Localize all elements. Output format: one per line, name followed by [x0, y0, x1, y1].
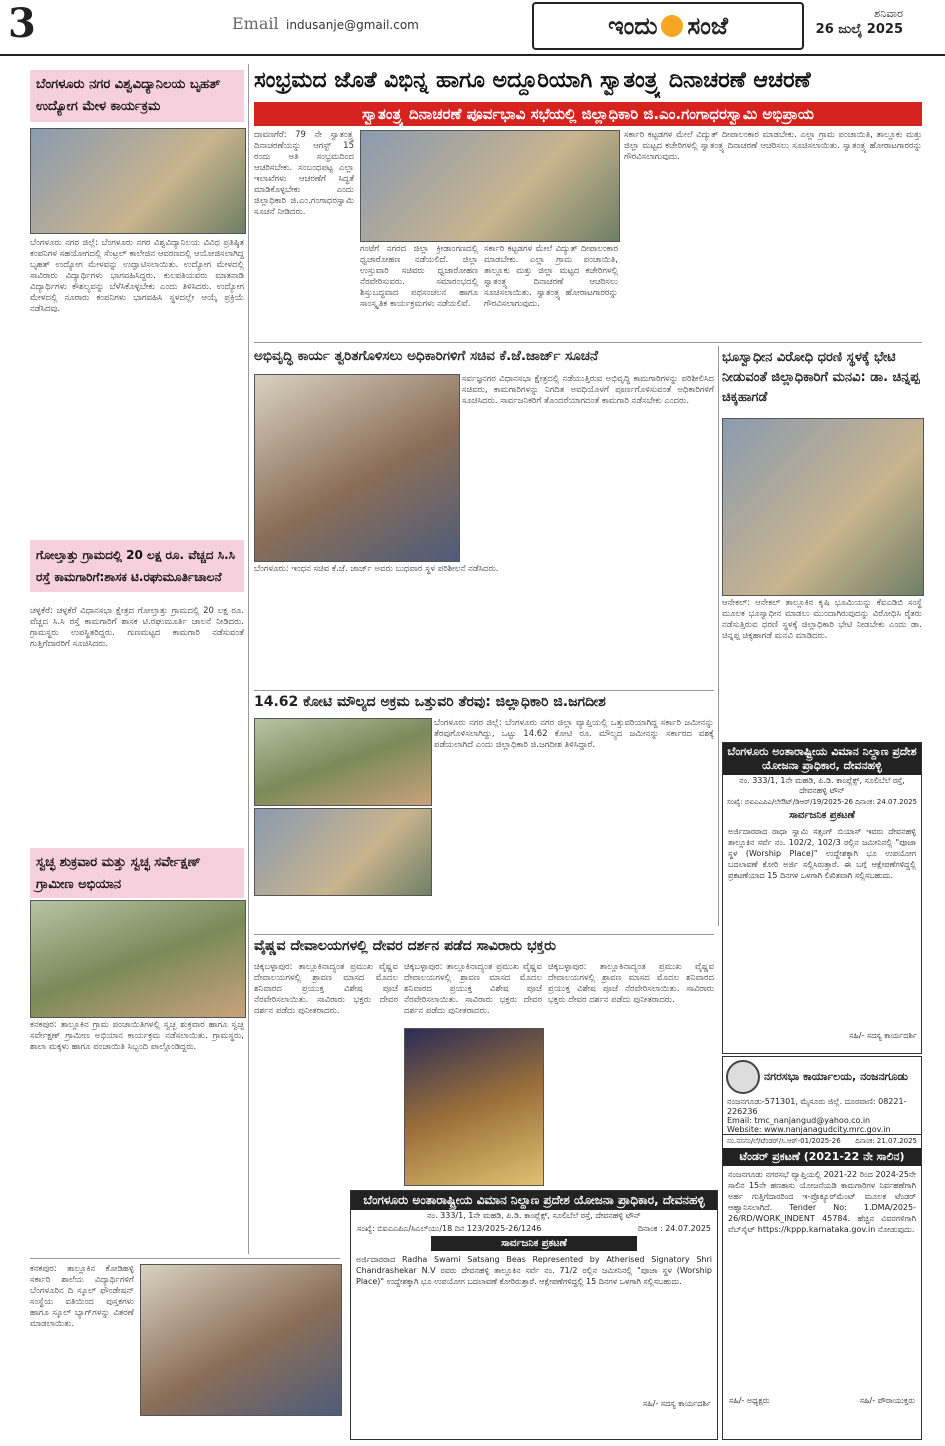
divider — [254, 934, 714, 935]
story-dharani-body: ಆನೇಕಲ್: ಆನೇಕಲ್ ತಾಲ್ಲೂಕಿನ ಕೃಷಿ ಭೂಮಿಯನ್ನು ಕೆಐಎಡಿಬಿ ಸಂಸ್ಥೆ ಮೂಲಕ ಭೂಸ್ವಾಧೀನ ಮಾಡಲು ಮುಂದಾಗಿರುವುದನ್ನು ವಿರೋಧಿಸಿ ರೈತರು ನಡೆಸುತ್ತಿರುವ ಧರಣಿ ಸ್ಥಳಕ್ಕೆ ಜಿಲ್ಲಾಧಿಕಾರಿ ಭೇಟಿ ನೀಡಬೇಕು ಎಂದು ಡಾ. ಚಿನ್ನಪ್ಪ ಚಿಕ್ಕಹಾಗಡೆ ಮನವಿ ಮಾಡಿದರು. — [722, 598, 922, 641]
story-jobfair-headline: ಬೆಂಗಳೂರು ನಗರ ವಿಶ್ವವಿದ್ಯಾನಿಲಯ ಬೃಹತ್ ಉದ್ಯೋಗ ಮೇಳ ಕಾರ್ಯಕ್ರಮ — [30, 70, 244, 122]
email-address[interactable]: indusanje@gmail.com — [286, 18, 419, 32]
story-encroach-headline: 14.62 ಕೋಟಿ ಮೌಲ್ಯದ ಅಕ್ರಮ ಒತ್ತುವರಿ ತೆರವು: ಜಿಲ್ಲಾಧಿಕಾರಿ ಜಿ.ಜಗದೀಶ — [254, 694, 606, 710]
divider — [254, 342, 922, 343]
swachh-photo — [30, 900, 246, 1018]
day-label: ಶನಿವಾರ — [874, 7, 903, 20]
jobfair-photo — [30, 128, 246, 234]
notice-2-refline — [351, 1222, 717, 1236]
story-george-caption: ಬೆಂಗಳೂರು: ಇಂಧನ ಸಚಿವ ಕೆ.ಜೆ. ಜಾರ್ಜ್ ಅವರು ಬುಧವಾರ ಸ್ಥಳ ಪರಿಶೀಲನೆ ನಡೆಸಿದರು. — [254, 564, 499, 574]
column-divider — [248, 64, 249, 1254]
divider — [254, 690, 714, 691]
tmc-sign-commissioner: ಸಹಿ/- ಪೌರಾಯುಕ್ತರು — [859, 1396, 915, 1405]
dateline — [816, 6, 903, 38]
main-subhead: ಸ್ವಾತಂತ್ರ್ಯ ದಿನಾಚರಣೆ ಪೂರ್ವಭಾವಿ ಸಭೆಯಲ್ಲಿ ಜಿಲ್ಲಾಧಿಕಾರಿ ಜಿ.ಎಂ.ಗಂಗಾಧರಸ್ವಾಮಿ ಅಭಿಪ್ರಾಯ — [254, 102, 922, 126]
encroach-photo-2 — [254, 808, 432, 896]
notice-2-date: ದಿನಾಂಕ : 24.07.2025 — [637, 1224, 711, 1233]
story-swachh-headline: ಸ್ವಚ್ಛ ಶುಕ್ರವಾರ ಮತ್ತು ಸ್ವಚ್ಛ ಸರ್ವೇಕ್ಷಣ್ ಗ್ರಾಮೀಣ ಅಭಿಯಾನ — [30, 848, 244, 898]
date-label: 26 ಜುಲೈ 2025 — [815, 22, 903, 37]
george-photo — [254, 374, 460, 562]
notice-airport-authority-2 — [350, 1190, 718, 1440]
notice-2-body: ಅರ್ಜಿದಾರರಾದ Radha Swami Satsang Beas Represented by Atherised Signatory Shri Chandrashekar N.V ರವರು ದೇವನಹಳ್ಳಿ ತಾಲ್ಲೂಕಿನ ಸರ್ವೆ ನಂ. 71/2 ರಲ್ಲಿನ ಜಮೀನಿನಲ್ಲಿ "ಪೂಜಾ ಸ್ಥಳ (Worship Place)" ಉದ್ದೇಶಕ್ಕಾಗಿ ಭೂ ಉಪಯೋಗ ಬದಲಾವಣೆ ಕೋರಿರುತ್ತಾರೆ. ಆಕ್ಷೇಪಣೆಗಳಿದ್ದಲ್ಲಿ 15 ದಿನಗಳ ಒಳಗಾಗಿ ಸಲ್ಲಿಸಬಹುದು. — [356, 1255, 712, 1286]
story-george-body: ಸರ್ವಜ್ಞನಗರ ವಿಧಾನಸಭಾ ಕ್ಷೇತ್ರದಲ್ಲಿ ನಡೆಯುತ್ತಿರುವ ಅಭಿವೃದ್ಧಿ ಕಾಮಗಾರಿಗಳನ್ನು ಪರಿಶೀಲಿಸಿದ ಸಚಿವರು, ಕಾಮಗಾರಿಗಳನ್ನು ನಿಗದಿತ ಅವಧಿಯೊಳಗೆ ಪೂರ್ಣಗೊಳಿಸುವಂತೆ ಅಧಿಕಾರಿಗಳಿಗೆ ಸೂಚಿಸಿದರು. ಸಾರ್ವಜನಿಕರಿಗೆ ತೊಂದರೆಯಾಗದಂತೆ ಕಾಮಗಾರಿ ನಡೆಸಬೇಕು ಎಂದರು. — [462, 374, 714, 406]
tmc-ref: ನಂ.ನಸನಂ/ಲೆ/ಟೆಂಡರ್/ಸಿ.ಆರ್-01/2025-26 — [727, 1137, 841, 1145]
tmc-body: ನಂಜನಗೂಡು ನಗರಸಭೆ ವ್ಯಾಪ್ತಿಯಲ್ಲಿ 2021-22 ರಿಂದ 2024-25ನೇ ಸಾಲಿನ 15ನೇ ಹಣಕಾಸು ಯೋಜನೆಯಡಿ ಕಾಮಗಾರಿಗಳ ನಿರ್ವಹಣೆಗಾಗಿ ಅರ್ಹ ಗುತ್ತಿಗೆದಾರರಿಂದ ಇ-ಪ್ರೊಕ್ಯೂರ್‌ಮೆಂಟ್ ಮೂಲಕ ಟೆಂಡರ್ ಆಹ್ವಾನಿಸಲಾಗಿದೆ. Tender No: 1.DMA/2025-26/RD/WORK_INDENT 45784. ಹೆಚ್ಚಿನ ವಿವರಗಳಿಗಾಗಿ ವೆಬ್‌ಸೈಟ್ https://kppp.karnataka.gov.in ನೋಡುವುದು. — [728, 1170, 916, 1234]
header-rule — [0, 54, 945, 56]
tmc-heading: ಟೆಂಡರ್ ಪ್ರಕಟಣೆ (2021-22 ನೇ ಸಾಲಿನ) — [723, 1148, 921, 1166]
notice-airport-authority-1 — [722, 742, 922, 1054]
main-body-col2: ಗಂಟೆಗೆ ನಗರದ ಜಿಲ್ಲಾ ಕ್ರೀಡಾಂಗಣದಲ್ಲಿ ಧ್ವಜಾರೋಹಣ ನಡೆಯಲಿದೆ. ಜಿಲ್ಲಾ ಉಸ್ತುವಾರಿ ಸಚಿವರು ಧ್ವಜಾರೋಹಣ ನೆರವೇರಿಸುವರು. ಸಮಾರಂಭದಲ್ಲಿ ಶಿಸ್ತುಬದ್ಧವಾದ ಪಥಸಂಚಲನ ಹಾಗೂ ಸಾಂಸ್ಕೃತಿಕ ಕಾರ್ಯಕ್ರಮಗಳು ನಡೆಯಲಿವೆ. — [360, 244, 478, 309]
masthead-right: ಸಂಜೆ — [687, 12, 728, 40]
notice-1-body: ಅರ್ಜಿದಾರರಾದ ರಾಧಾ ಸ್ವಾಮಿ ಸತ್ಸಂಗ್ ಬಿಯಾಸ್ ಇವರು ದೇವನಹಳ್ಳಿ ತಾಲ್ಲೂಕಿನ ಸರ್ವೆ ನಂ. 102/2, 102/3 ರಲ್ಲಿನ ಜಮೀನಿನಲ್ಲಿ "ಪೂಜಾ ಸ್ಥಳ (Worship Place)" ಉದ್ದೇಶಕ್ಕಾಗಿ ಭೂ ಉಪಯೋಗ ಬದಲಾವಣೆ ಕೋರಿ ಅರ್ಜಿ ಸಲ್ಲಿಸಿರುತ್ತಾರೆ. ಈ ಬಗ್ಗೆ ಆಕ್ಷೇಪಣೆಗಳಿದ್ದಲ್ಲಿ ಪ್ರಕಟಣೆಯಾದ 15 ದಿನಗಳ ಒಳಗಾಗಿ ಲಿಖಿತವಾಗಿ ಸಲ್ಲಿಸಬಹುದು. — [728, 827, 916, 880]
story-jobfair-body: ಬೆಂಗಳೂರು ನಗರ ಜಿಲ್ಲೆ: ಬೆಂಗಳೂರು ನಗರ ವಿಶ್ವವಿದ್ಯಾನಿಲಯ ವಿವಿಧ ಪ್ರತಿಷ್ಠಿತ ಕಂಪನಿಗಳ ಸಹಯೋಗದಲ್ಲಿ ಸೆಂಟ್ರಲ್ ಕಾಲೇಜಿನ ಆವರಣದಲ್ಲಿ ಆಯೋಜಿಸಲಾಗಿದ್ದ ಬೃಹತ್ ಉದ್ಯೋಗ ಮೇಳವನ್ನು ಉದ್ಘಾಟಿಸಲಾಯಿತು. ಉದ್ಯೋಗ ಮೇಳದಲ್ಲಿ ಸಾವಿರಾರು ವಿದ್ಯಾರ್ಥಿಗಳು ಭಾಗವಹಿಸಿದ್ದರು. ಕುಲಪತಿಯವರು ಮಾತನಾಡಿ ವಿದ್ಯಾರ್ಥಿಗಳು ಕೌಶಲ್ಯವನ್ನು ಬೆಳೆಸಿಕೊಳ್ಳಬೇಕು ಎಂದು ತಿಳಿಸಿದರು. ಉದ್ಯೋಗ ಮೇಳದಲ್ಲಿ ನೂರಾರು ಕಂಪನಿಗಳು ಭಾಗವಹಿಸಿ ಸ್ಥಳದಲ್ಲೇ ಆಯ್ಕೆ ಪ್ರಕ್ರಿಯೆ ನಡೆಸಿದವು. — [30, 238, 244, 314]
story-temple-body-3: ಚಿಕ್ಕಬಳ್ಳಾಪುರ: ತಾಲ್ಲೂಕಿನಾದ್ಯಂತ ಪ್ರಮುಖ ವೈಷ್ಣವ ದೇವಾಲಯಗಳಲ್ಲಿ ಶ್ರಾವಣ ಮಾಸದ ಮೊದಲ ಶನಿವಾರದ ಪ್ರಯುಕ್ತ ವಿಶೇಷ ಪೂಜೆ ನೆರವೇರಿಸಲಾಯಿತು. ಸಾವಿರಾರು ಭಕ್ತರು ದೇವರ ದರ್ಶನ ಪಡೆದು ಪುನೀತರಾದರು. — [548, 962, 714, 1005]
story-swachh-headline-box — [30, 848, 244, 898]
temple-photo — [404, 1028, 544, 1186]
notice-1-heading: ಸಾರ್ವಜನಿಕ ಪ್ರಕಟಣೆ — [789, 810, 855, 821]
main-headline: ಸಂಭ್ರಮದ ಜೊತೆ ವಿಭಿನ್ನ ಹಾಗೂ ಅದ್ದೂರಿಯಾಗಿ ಸ್ವಾತಂತ್ರ್ಯ ದಿನಾಚರಣೆ ಆಚರಣೆ — [254, 68, 811, 93]
divider — [30, 1258, 340, 1259]
notice-1-date: ದಿನಾಂಕ: 24.07.2025 — [855, 798, 917, 806]
notice-2-heading: ಸಾರ್ವಜನಿಕ ಪ್ರಕಟಣೆ — [431, 1236, 637, 1251]
notice-2-title: ಬೆಂಗಳೂರು ಅಂತಾರಾಷ್ಟ್ರೀಯ ವಿಮಾನ ನಿಲ್ದಾಣ ಪ್ರದೇಶ ಯೋಜನಾ ಪ್ರಾಧಿಕಾರ, ದೇವನಹಳ್ಳಿ — [351, 1191, 717, 1210]
tmc-title: ನಗರಸಭಾ ಕಾರ್ಯಾಲಯ, ನಂಜನಗೂಡು — [764, 1070, 909, 1083]
main-body-col4: ಸರ್ಕಾರಿ ಕಟ್ಟಡಗಳ ಮೇಲೆ ವಿದ್ಯುತ್ ದೀಪಾಲಂಕಾರ ಮಾಡಬೇಕು. ಎಲ್ಲಾ ಗ್ರಾಮ ಪಂಚಾಯಿತಿ, ತಾಲ್ಲೂಕು ಮತ್ತು ಜಿಲ್ಲಾ ಮಟ್ಟದ ಕಚೇರಿಗಳಲ್ಲಿ ಸ್ವಾತಂತ್ರ್ಯ ದಿನಾಚರಣೆ ಆಚರಿಸಲು ಸೂಚಿಸಲಾಯಿತು. ಸ್ವಾತಂತ್ರ್ಯ ಹೋರಾಟಗಾರರನ್ನು ಗೌರವಿಸಲಾಗುವುದು. — [624, 130, 922, 162]
masthead-logo — [532, 2, 804, 50]
story-road-headline-box — [30, 540, 244, 602]
story-road-body: ಚಳ್ಳಕೆರೆ: ಚಳ್ಳಕೆರೆ ವಿಧಾನಸಭಾ ಕ್ಷೇತ್ರದ ಗೋಲ್ತಾತ್ತು ಗ್ರಾಮದಲ್ಲಿ 20 ಲಕ್ಷ ರೂ. ವೆಚ್ಚದ ಸಿ.ಸಿ ರಸ್ತೆ ಕಾಮಗಾರಿಗೆ ಶಾಸಕ ಟಿ.ರಘುಮೂರ್ತಿ ಚಾಲನೆ ನೀಡಿದರು. ಗ್ರಾಮಸ್ಥರು ಉಪಸ್ಥಿತರಿದ್ದರು. ಗುಣಮಟ್ಟದ ಕಾಮಗಾರಿ ನಡೆಸುವಂತೆ ಗುತ್ತಿಗೆದಾರರಿಗೆ ಸೂಚಿಸಿದರು. — [30, 606, 244, 649]
notice-1-ref: ಸಂಖ್ಯೆ: ಬಿಐಎಎಪಿಎ/ಲೇಔಟ್/ಡಿಆರ್/19/2025-26 — [727, 798, 853, 806]
main-body-col1: ದಾವಣಗೆರೆ: 79 ನೇ ಸ್ವಾತಂತ್ರ್ಯ ದಿನಾಚರಣೆಯನ್ನು ಆಗಸ್ಟ್ 15 ರಂದು ಅತಿ ಸಂಭ್ರಮದಿಂದ ಆಚರಿಸಬೇಕು. ಸಂಬಂಧಪಟ್ಟ ಎಲ್ಲಾ ಇಲಾಖೆಗಳು ಆಚರಣೆಗೆ ಸಿದ್ಧತೆ ಮಾಡಿಕೊಳ್ಳಬೇಕು ಎಂದು ಜಿಲ್ಲಾಧಿಕಾರಿ ಜಿ.ಎಂ.ಗಂಗಾಧರಸ್ವಾಮಿ ಸೂಚನೆ ನೀಡಿದರು. — [254, 130, 354, 217]
story-swachh-body: ಕನಕಪುರ: ತಾಲ್ಲೂಕಿನ ಗ್ರಾಮ ಪಂಚಾಯಿತಿಗಳಲ್ಲಿ ಸ್ವಚ್ಛ ಶುಕ್ರವಾರ ಹಾಗೂ ಸ್ವಚ್ಛ ಸರ್ವೇಕ್ಷಣ್ ಗ್ರಾಮೀಣ ಅಭಿಯಾನ ಕಾರ್ಯಕ್ರಮ ನಡೆಸಲಾಯಿತು. ಗ್ರಾಮಸ್ಥರು, ಶಾಲಾ ಮಕ್ಕಳು ಹಾಗೂ ಪಂಚಾಯಿತಿ ಸಿಬ್ಬಂದಿ ಪಾಲ್ಗೊಂಡಿದ್ದರು. — [30, 1020, 244, 1052]
notice-1-refline — [723, 797, 921, 808]
books-photo — [140, 1264, 342, 1416]
tmc-date: ದಿನಾಂಕ: 21.07.2025 — [855, 1137, 917, 1145]
tmc-signatures — [723, 1394, 921, 1408]
emblem-icon — [726, 1060, 760, 1094]
notice-2-sign: ಸಹಿ/- ಸದಸ್ಯ ಕಾರ್ಯದರ್ಶಿ — [642, 1399, 711, 1408]
story-road-headline: ಗೋಲ್ತಾತ್ತು ಗ್ರಾಮದಲ್ಲಿ 20 ಲಕ್ಷ ರೂ. ವೆಚ್ಚದ ಸಿ.ಸಿ ರಸ್ತೆ ಕಾಮಗಾರಿಗೆ:ಶಾಸಕ ಟಿ.ರಘುಮೂರ್ತಿಚಾಲನೆ — [30, 540, 244, 592]
tmc-website[interactable]: Website: www.nanjanagudcity.mrc.gov.in — [727, 1125, 891, 1134]
column-divider — [718, 346, 719, 926]
story-books-body: ಕನಕಪುರ: ತಾಲ್ಲೂಕಿನ ಕೋಡಿಹಳ್ಳಿ ಸರ್ಕಾರಿ ಶಾಲೆಯ ವಿದ್ಯಾರ್ಥಿಗಳಿಗೆ ಬೆಂಗಳೂರಿನ ದಿ ಸ್ಕೂಲ್ ಫೌಂಡೇಷನ್ ಸಂಸ್ಥೆಯ ವತಿಯಿಂದ ಪುಸ್ತಕಗಳು ಹಾಗೂ ಸ್ಕೂಲ್ ಬ್ಯಾಗ್‌ಗಳನ್ನು ವಿತರಣೆ ಮಾಡಲಾಯಿತು. — [30, 1264, 134, 1329]
story-temple-body-1: ಚಿಕ್ಕಬಳ್ಳಾಪುರ: ತಾಲ್ಲೂಕಿನಾದ್ಯಂತ ಪ್ರಮುಖ ವೈಷ್ಣವ ದೇವಾಲಯಗಳಲ್ಲಿ ಶ್ರಾವಣ ಮಾಸದ ಮೊದಲ ಶನಿವಾರದ ಪ್ರಯುಕ್ತ ವಿಶೇಷ ಪೂಜೆ ನೆರವೇರಿಸಲಾಯಿತು. ಸಾವಿರಾರು ಭಕ್ತರು ದೇವರ ದರ್ಶನ ಪಡೆದು ಪುನೀತರಾದರು. — [254, 962, 398, 1016]
tmc-refline — [723, 1134, 921, 1148]
masthead-left: ಇಂದು — [608, 12, 658, 40]
meeting-photo — [360, 130, 620, 242]
notice-2-ref: ಸಂಖ್ಯೆ: ಬಿಐಎಎಪಿಎ/ಸಿಎಲ್‌ಯು/18 ದಿನ 123/2025-26/1246 — [357, 1224, 542, 1233]
notice-1-sign: ಸಹಿ/- ಸದಸ್ಯ ಕಾರ್ಯದರ್ಶಿ — [848, 1031, 917, 1040]
story-george-headline: ಅಭಿವೃದ್ಧಿ ಕಾರ್ಯ ತ್ವರಿತಗೊಳಿಸಲು ಅಧಿಕಾರಿಗಳಿಗೆ ಸಚಿವ ಕೆ.ಜೆ.ಜಾರ್ಜ್ ಸೂಚನೆ — [254, 348, 599, 364]
story-dharani-headline: ಭೂಸ್ವಾಧೀನ ವಿರೋಧಿ ಧರಣಿ ಸ್ಥಳಕ್ಕೆ ಭೇಟಿ ನೀಡುವಂತೆ ಜಿಲ್ಲಾಧಿಕಾರಿಗೆ ಮನವಿ: ಡಾ. ಚಿನ್ನಪ್ಪ ಚಿಕ್ಕಹಾಗಡೆ — [722, 350, 920, 405]
story-temple-body-2: ಚಿಕ್ಕಬಳ್ಳಾಪುರ: ತಾಲ್ಲೂಕಿನಾದ್ಯಂತ ಪ್ರಮುಖ ವೈಷ್ಣವ ದೇವಾಲಯಗಳಲ್ಲಿ ಶ್ರಾವಣ ಮಾಸದ ಮೊದಲ ಶನಿವಾರದ ಪ್ರಯುಕ್ತ ವಿಶೇಷ ಪೂಜೆ ನೆರವೇರಿಸಲಾಯಿತು. ಸಾವಿರಾರು ಭಕ್ತರು ದೇವರ ದರ್ಶನ ಪಡೆದು ಪುನೀತರಾದರು. — [404, 962, 542, 1016]
tmc-email[interactable]: Email: tmc_nanjangud@yahoo.co.in — [727, 1116, 871, 1125]
notice-2-address: ನಂ. 333/1, 1ನೇ ಮಹಡಿ, ಪಿ.ಡಿ. ಕಾಂಪ್ಲೆಕ್ಸ್, ಸೂಲಿಬೆಲೆ ರಸ್ತೆ, ದೇವನಹಳ್ಳಿ ಟೌನ್ — [427, 1211, 641, 1220]
tmc-address: ನಂಜನಗೂಡು-571301, ಮೈಸೂರು ಜಿಲ್ಲೆ. ದೂರವಾಣಿ: 08221-226236 — [727, 1097, 907, 1116]
page-number: 3 — [8, 0, 36, 47]
notice-1-address: ನಂ. 333/1, 1ನೇ ಮಹಡಿ, ಪಿ.ಡಿ. ಕಾಂಪ್ಲೆಕ್ಸ್, ಸೂಲಿಬೆಲೆ ರಸ್ತೆ, ದೇವನಹಳ್ಳಿ ಟೌನ್ — [739, 776, 905, 795]
story-jobfair-headline-box — [30, 70, 244, 126]
encroach-photo-1 — [254, 718, 432, 806]
story-encroach-body: ಬೆಂಗಳೂರು ನಗರ ಜಿಲ್ಲೆ: ಬೆಂಗಳೂರು ನಗರ ಜಿಲ್ಲಾ ವ್ಯಾಪ್ತಿಯಲ್ಲಿ ಒತ್ತುವರಿಯಾಗಿದ್ದ ಸರ್ಕಾರಿ ಜಮೀನನ್ನು ತೆರವುಗೊಳಿಸಲಾಗಿದ್ದು, ಒಟ್ಟು 14.62 ಕೋಟಿ ರೂ. ಮೌಲ್ಯದ ಜಮೀನನ್ನು ಸರ್ಕಾರದ ವಶಕ್ಕೆ ಪಡೆಯಲಾಗಿದೆ ಎಂದು ಜಿಲ್ಲಾಧಿಕಾರಿ ಜಿ.ಜಗದೀಶ ತಿಳಿಸಿದ್ದಾರೆ. — [434, 718, 714, 750]
notice-nanjangud-tmc — [722, 1056, 922, 1440]
tmc-sign-president: ಸಹಿ/- ಅಧ್ಯಕ್ಷರು — [729, 1396, 770, 1405]
main-body-col3: ಸರ್ಕಾರಿ ಕಟ್ಟಡಗಳ ಮೇಲೆ ವಿದ್ಯುತ್ ದೀಪಾಲಂಕಾರ ಮಾಡಬೇಕು. ಎಲ್ಲಾ ಗ್ರಾಮ ಪಂಚಾಯಿತಿ, ತಾಲ್ಲೂಕು ಮತ್ತು ಜಿಲ್ಲಾ ಮಟ್ಟದ ಕಚೇರಿಗಳಲ್ಲಿ ಸ್ವಾತಂತ್ರ್ಯ ದಿನಾಚರಣೆ ಆಚರಿಸಲು ಸೂಚಿಸಲಾಯಿತು. ಸ್ವಾತಂತ್ರ್ಯ ಹೋರಾಟಗಾರರನ್ನು ಗೌರವಿಸಲಾಗುವುದು. — [484, 244, 618, 309]
dharani-photo — [722, 418, 924, 596]
story-temple-headline: ವೈಷ್ಣವ ದೇವಾಲಯಗಳಲ್ಲಿ ದೇವರ ದರ್ಶನ ಪಡೆದ ಸಾವಿರಾರು ಭಕ್ತರು — [254, 938, 556, 954]
notice-1-title: ಬೆಂಗಳೂರು ಅಂತಾರಾಷ್ಟ್ರೀಯ ವಿಮಾನ ನಿಲ್ದಾಣ ಪ್ರದೇಶ ಯೋಜನಾ ಪ್ರಾಧಿಕಾರ, ದೇವನಹಳ್ಳಿ — [723, 743, 921, 775]
email-label: Email — [232, 14, 279, 33]
sun-icon — [661, 15, 683, 37]
